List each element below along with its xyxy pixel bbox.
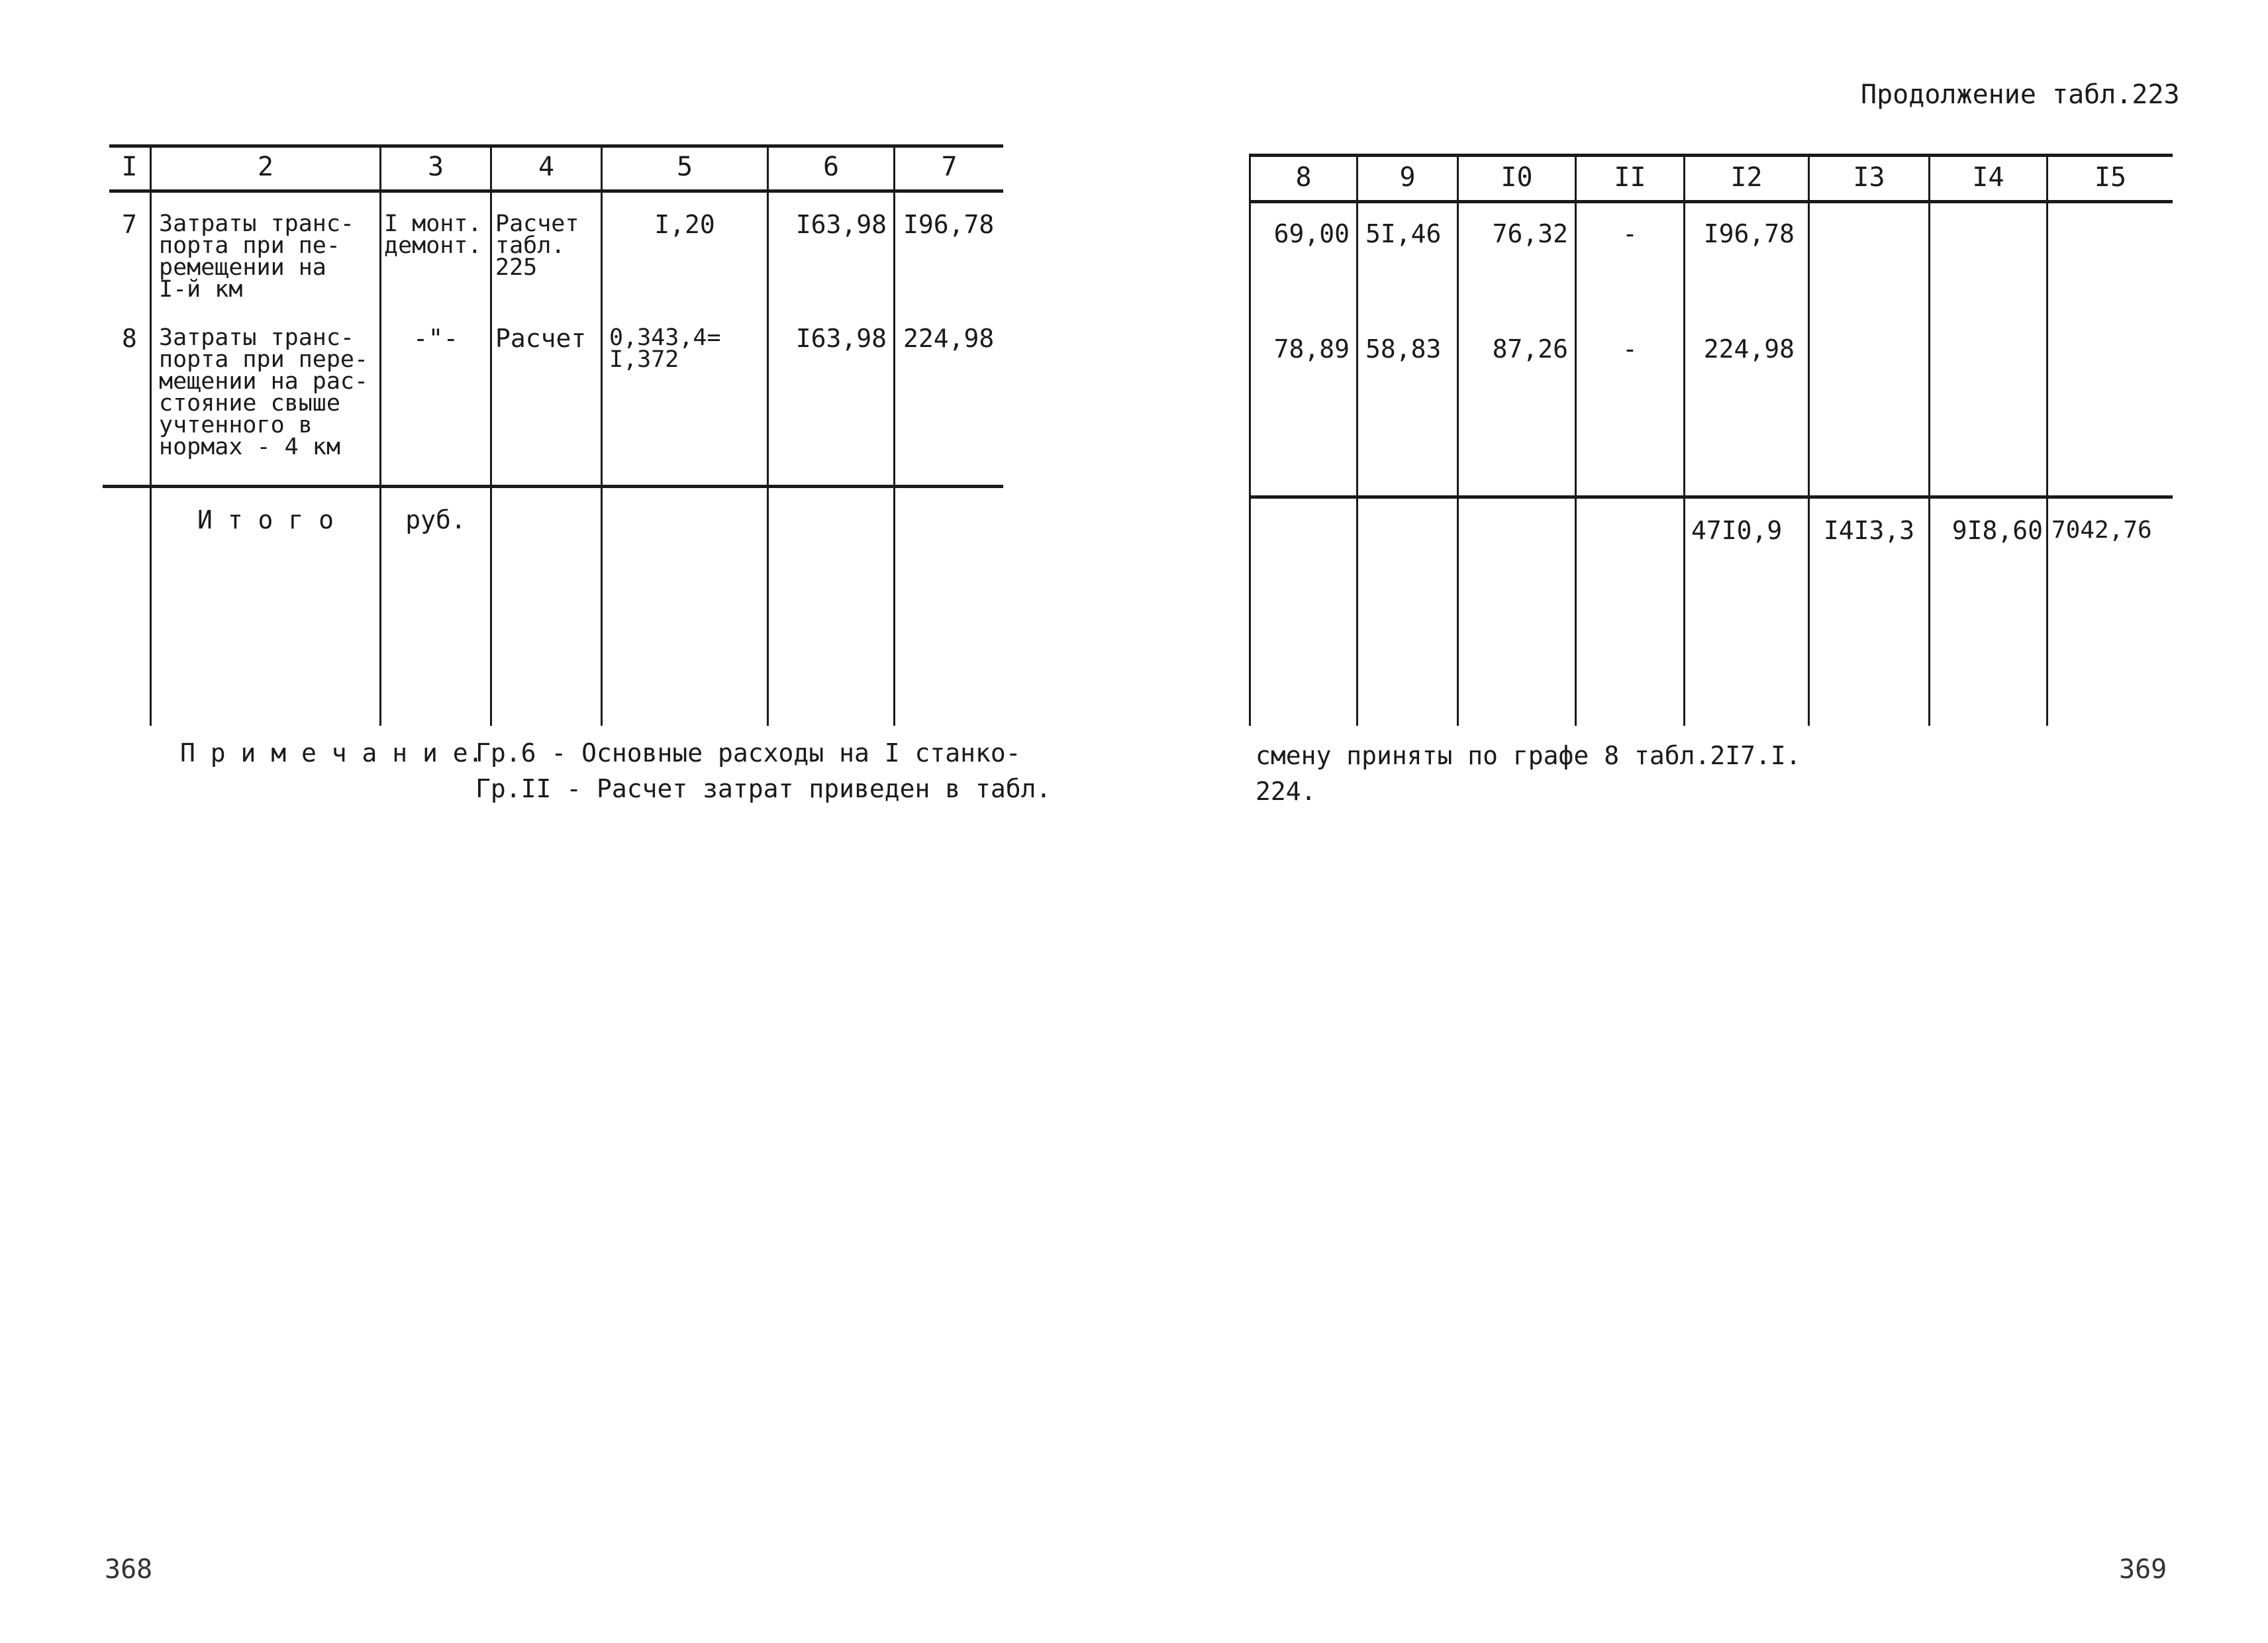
row-rate: I63,98 xyxy=(795,210,887,239)
right-header-cell: I4 xyxy=(1972,162,2004,193)
total-cell: 7042,76 xyxy=(2051,517,2152,544)
row-total: I96,78 xyxy=(903,210,995,239)
note-line2-right: 224. xyxy=(1256,777,1316,806)
left-header-cell: 2 xyxy=(257,152,274,182)
right-table-header-line xyxy=(1249,200,2173,203)
right-table-col-divider xyxy=(2046,154,2048,726)
row-number: 7 xyxy=(122,210,137,239)
note-line1-left: Гр.6 - Основные расходы на I станко- xyxy=(475,738,1021,768)
right-table-top-line xyxy=(1249,154,2173,157)
total-cell: 47I0,9 xyxy=(1691,516,1783,545)
row-number: 8 xyxy=(122,324,137,353)
row-cell: - xyxy=(1622,334,1638,364)
left-table-total-line xyxy=(103,485,1003,488)
left-table-top-line xyxy=(109,144,1003,148)
left-table-header-line xyxy=(109,189,1003,193)
right-table-col-divider xyxy=(1356,154,1358,726)
row-cell: 76,32 xyxy=(1492,219,1568,248)
left-table-col-divider xyxy=(379,144,381,726)
total-cell: 9I8,60 xyxy=(1951,516,2043,545)
row-cell: - xyxy=(1622,219,1638,248)
table-caption: Продолжение табл.223 xyxy=(1861,79,2180,110)
left-header-cell: 3 xyxy=(427,152,444,182)
right-header-cell: 9 xyxy=(1399,162,1416,193)
right-header-cell: II xyxy=(1614,162,1646,193)
row-cell: 224,98 xyxy=(1703,334,1795,364)
left-table-col-divider xyxy=(893,144,895,726)
row-cell: 78,89 xyxy=(1273,334,1350,364)
total-unit: руб. xyxy=(405,505,466,534)
row-total: 224,98 xyxy=(903,324,995,353)
right-header-cell: 8 xyxy=(1295,162,1312,193)
right-table-total-line xyxy=(1249,495,2173,499)
note-line2-left: Гр.II - Расчет затрат приведен в табл. xyxy=(475,774,1052,803)
row-cell: 69,00 xyxy=(1273,219,1350,248)
row-basis: Расчет xyxy=(495,324,587,353)
row-cell: I96,78 xyxy=(1703,219,1795,248)
left-table-col-divider xyxy=(150,144,152,726)
row-quantity: I,20 xyxy=(654,210,715,239)
left-header-cell: I xyxy=(121,152,138,182)
page-number-right: 369 xyxy=(2119,1554,2167,1585)
right-header-cell: I2 xyxy=(1730,162,1763,193)
row-unit: -"- xyxy=(413,324,459,353)
row-quantity: 0,343,4= I,372 xyxy=(609,324,721,373)
row-cell: 87,26 xyxy=(1492,334,1568,364)
right-header-cell: I0 xyxy=(1501,162,1533,193)
right-header-cell: I3 xyxy=(1853,162,1885,193)
left-header-cell: 5 xyxy=(676,152,693,182)
total-cell: I4I3,3 xyxy=(1823,516,1915,545)
right-header-cell: I5 xyxy=(2094,162,2127,193)
row-unit: I монт. демонт. xyxy=(384,211,482,259)
left-header-cell: 7 xyxy=(941,152,958,182)
row-cell: 58,83 xyxy=(1365,334,1442,364)
right-table-col-divider xyxy=(1808,154,1810,726)
left-header-cell: 6 xyxy=(822,152,840,182)
right-table-col-divider xyxy=(1928,154,1930,726)
left-header-cell: 4 xyxy=(538,152,555,182)
page-number-left: 368 xyxy=(105,1554,153,1585)
note-label: П р и м е ч а н и е. xyxy=(180,738,483,768)
left-table-col-divider xyxy=(490,144,492,726)
total-label: И т о г о xyxy=(197,505,334,534)
note-line1-right: смену приняты по графе 8 табл.2I7.I. xyxy=(1256,741,1801,770)
row-description: Затраты транс- порта при пе- ремещении на I-й км xyxy=(159,211,355,303)
row-cell: 5I,46 xyxy=(1365,219,1442,248)
row-basis: Расчет табл. 225 xyxy=(495,211,579,281)
row-description: Затраты транс- порта при пере- мещении на рас- стояние свыше учтенного в нормах - 4 км xyxy=(159,324,369,460)
row-rate: I63,98 xyxy=(795,324,887,353)
